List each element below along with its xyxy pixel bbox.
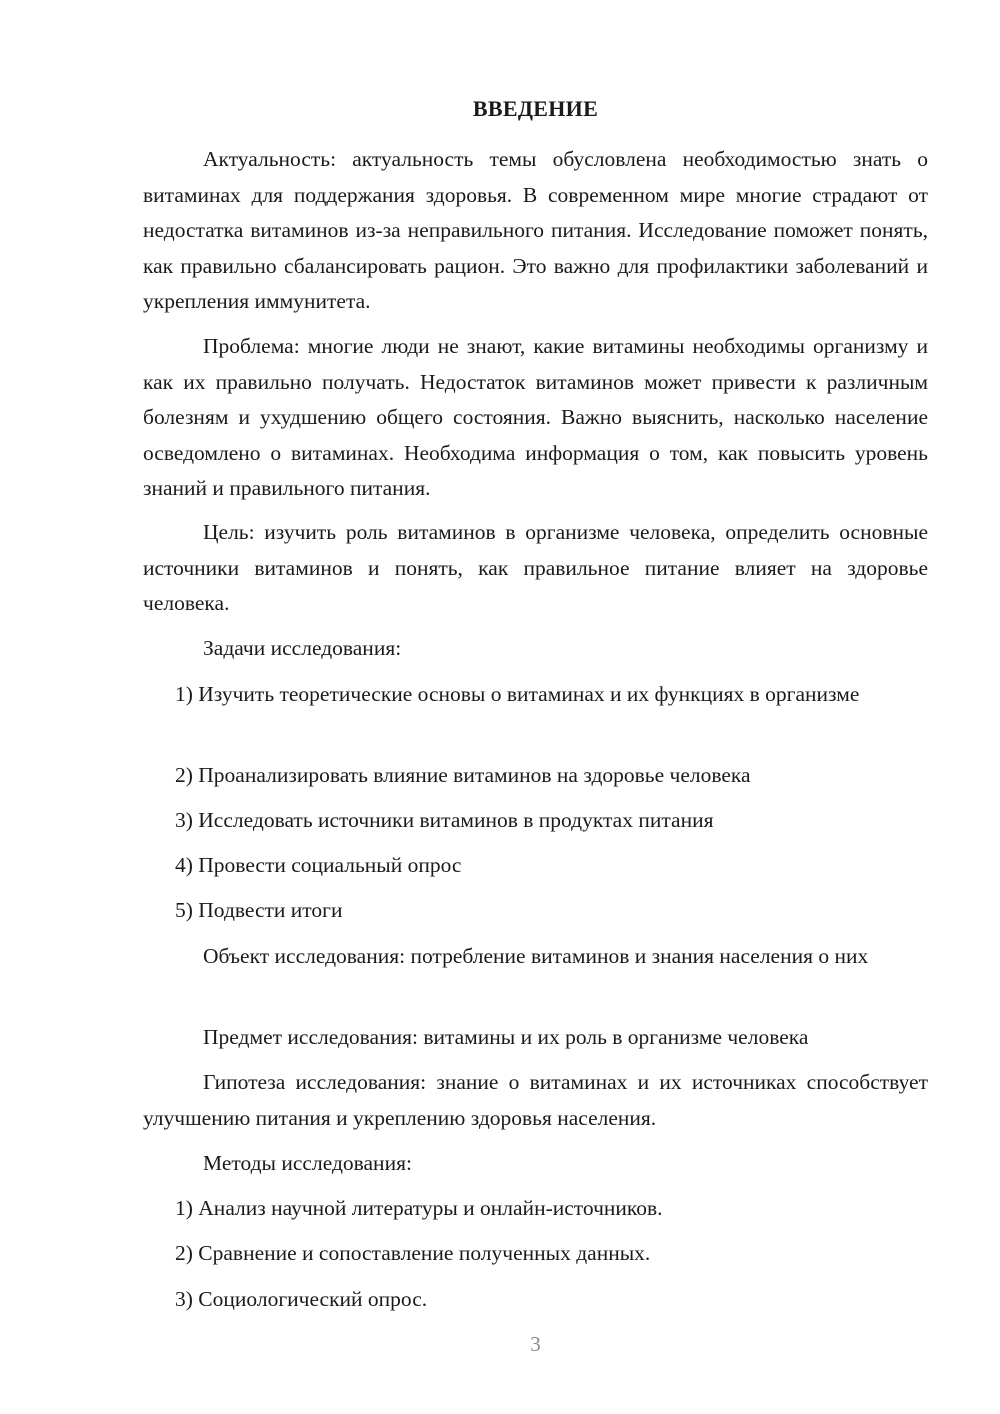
task-item: 4) Провести социальный опрос: [175, 853, 462, 877]
method-item: 3) Социологический опрос.: [175, 1287, 428, 1311]
document-page: [143, 0, 928, 1414]
relevance-paragraph: Актуальность: актуальность темы обусловлена необходимостью знать о витаминах для поддержания здоровья. В современном мире многие страдают от недостатка витаминов из-за неправильного питания. Исследование поможет понять, как правильно сбалансировать рацион. Это важно для профилактики заболеваний и укрепления иммунитета.: [143, 147, 928, 313]
page-number: 3: [530, 1332, 541, 1356]
object-paragraph: Объект исследования: потребление витаминов и знания населения о них: [203, 944, 869, 968]
task-item: 2) Проанализировать влияние витаминов на здоровье человека: [175, 763, 751, 787]
tasks-heading: Задачи исследования:: [203, 636, 402, 660]
hypothesis-paragraph: Гипотеза исследования: знание о витаминах и их источниках способствует улучшению питания и укреплению здоровья населения.: [143, 1070, 928, 1130]
task-item: 1) Изучить теоретические основы о витаминах и их функциях в организме: [175, 682, 860, 706]
task-item: 5) Подвести итоги: [175, 898, 343, 922]
page-title: ВВЕДЕНИЕ: [472, 96, 599, 121]
subject-paragraph: Предмет исследования: витамины и их роль в организме человека: [203, 1025, 809, 1049]
problem-paragraph: Проблема: многие люди не знают, какие витамины необходимы организму и как их правильно получать. Недостаток витаминов может привести к различным болезням и ухудшению общего состояния. Важно выяснить, насколько население осведомлено о витаминах. Необходима информация о том, как повысить уровень знаний и правильного питания.: [143, 334, 928, 500]
method-item: 1) Анализ научной литературы и онлайн-источников.: [175, 1196, 663, 1220]
goal-paragraph: Цель: изучить роль витаминов в организме человека, определить основные источники витаминов и понять, как правильное питание влияет на здоровье человека.: [143, 520, 928, 615]
method-item: 2) Сравнение и сопоставление полученных данных.: [175, 1241, 651, 1265]
methods-heading: Методы исследования:: [203, 1151, 412, 1175]
task-item: 3) Исследовать источники витаминов в продуктах питания: [175, 808, 714, 832]
